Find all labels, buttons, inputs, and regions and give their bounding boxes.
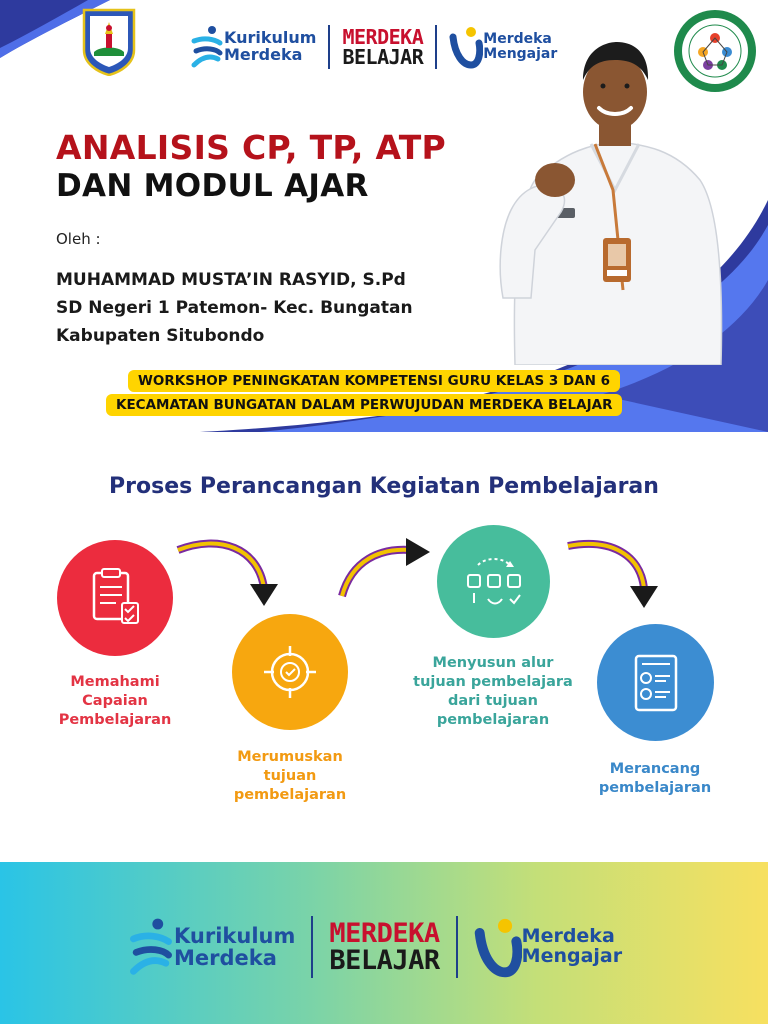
logo-divider — [456, 916, 458, 978]
flow-icon — [464, 555, 524, 609]
cover-section — [0, 0, 768, 432]
step2-label-line: Merumuskan — [237, 749, 343, 765]
document-checklist-icon — [86, 567, 144, 629]
step3-label-line: tujuan pembelajara — [413, 673, 573, 690]
step2-label-line: tujuan — [263, 767, 317, 784]
logo-divider — [328, 25, 330, 69]
step4-label-line: Merancang — [609, 761, 701, 777]
merdeka-belajar-line2: BELAJAR — [342, 45, 424, 69]
step3-label-line: dari tujuan — [448, 692, 538, 709]
by-label: Oleh : — [56, 230, 101, 248]
author-name: MUHAMMAD MUSTA’IN RASYID, S.Pd — [56, 270, 406, 290]
logo-divider — [435, 25, 437, 69]
merdeka-belajar-logo — [329, 920, 439, 974]
workshop-banner-line2: KECAMATAN BUNGATAN DALAM PERWUJUDAN MERDEKA BELAJAR — [106, 394, 622, 416]
step1-label-line: Pembelajaran — [58, 711, 172, 728]
mengajar-word: Mengajar — [521, 945, 623, 967]
author-region: Kabupaten Situbondo — [56, 326, 265, 346]
kurikulum-word: Kurikulum — [224, 28, 317, 48]
step3-label-line: pembelajaran — [436, 711, 550, 728]
step3-label-line: Menyusun alur — [432, 655, 554, 671]
cover-title-line2: DAN MODUL AJAR — [56, 168, 369, 204]
step1-label — [30, 673, 200, 730]
merdeka-word: Merdeka — [483, 31, 552, 48]
step3-circle — [437, 525, 550, 638]
regency-emblem — [80, 6, 138, 76]
mengajar-word: Mengajar — [483, 46, 558, 62]
workshop-banner-line1: WORKSHOP PENINGKATAN KOMPETENSI GURU KELAS 3 DAN 6 — [128, 370, 620, 392]
arrow-step2-to-step3 — [342, 538, 430, 596]
merdeka-word: Merdeka — [174, 946, 277, 970]
presenter-photo — [495, 40, 735, 365]
arrow-step1-to-step2 — [178, 544, 278, 606]
merdeka-mengajar-logo — [474, 916, 622, 978]
process-title: Proses Perancangan Kegiatan Pembelajaran — [109, 474, 659, 499]
merdeka-belajar-line2: BELAJAR — [329, 945, 440, 976]
step2-circle — [232, 614, 348, 730]
logo-divider — [311, 916, 313, 978]
merdeka-belajar-line1: MERDEKA — [329, 918, 440, 949]
target-icon — [262, 644, 318, 700]
merdeka-mengajar-icon — [474, 916, 522, 978]
step4-circle — [597, 624, 714, 741]
step1-label-line: Capaian — [82, 692, 148, 709]
brand-logos-bottom — [128, 914, 622, 980]
step2-label-line: pembelajaran — [233, 786, 347, 803]
merdeka-belajar-logo — [342, 27, 423, 67]
arrow-step3-to-step4 — [568, 544, 658, 608]
step1-label-line: Memahami — [70, 674, 160, 690]
merdeka-word: Merdeka — [224, 45, 303, 64]
kurikulum-merdeka-icon — [128, 916, 174, 978]
step4-label — [570, 760, 740, 798]
merdeka-belajar-line1: MERDEKA — [342, 25, 424, 49]
step4-label-line: pembelajaran — [598, 779, 712, 796]
merdeka-mengajar-icon — [449, 25, 483, 69]
kurikulum-merdeka-icon — [190, 25, 224, 69]
kurikulum-merdeka-logo — [128, 916, 295, 978]
kurikulum-merdeka-logo — [190, 25, 316, 69]
step3-label — [383, 654, 603, 729]
cover-title-line1: ANALISIS CP, TP, ATP — [56, 128, 447, 167]
author-school: SD Negeri 1 Patemon- Kec. Bungatan — [56, 298, 413, 318]
step2-label — [200, 748, 380, 805]
lesson-plan-icon — [630, 652, 682, 714]
step1-circle — [57, 540, 173, 656]
kurikulum-word: Kurikulum — [174, 923, 296, 948]
merdeka-word: Merdeka — [521, 925, 615, 948]
